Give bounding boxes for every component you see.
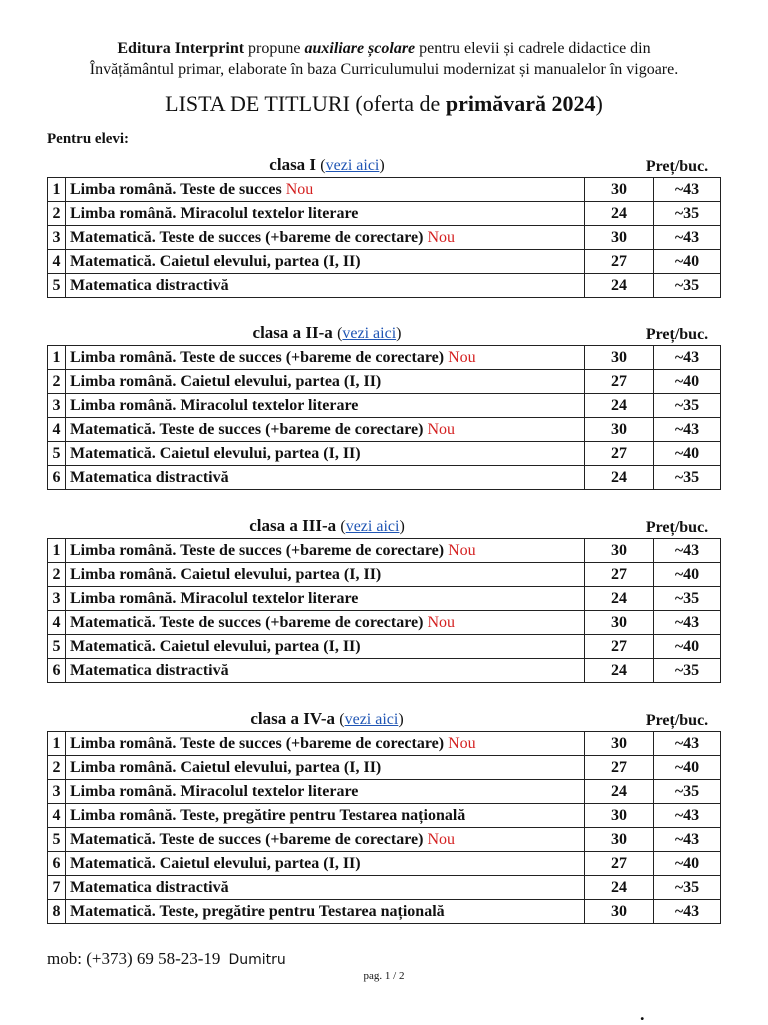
price-approx: ~35 xyxy=(654,876,721,900)
price-lei: 24 xyxy=(585,274,654,298)
price-lei: 30 xyxy=(585,804,654,828)
price-approx: ~40 xyxy=(654,852,721,876)
price-lei: 30 xyxy=(585,539,654,563)
title-cell xyxy=(66,611,585,635)
table-row xyxy=(48,346,721,370)
new-badge: Nou xyxy=(427,830,455,848)
table-row xyxy=(48,563,721,587)
price-approx: ~40 xyxy=(654,442,721,466)
price-lei: 24 xyxy=(585,659,654,683)
table-row xyxy=(48,876,721,900)
new-badge: Nou xyxy=(448,348,476,366)
paren: ) xyxy=(398,711,404,728)
book-title: Matematică. Caietul elevului, partea (I, II) xyxy=(70,637,361,655)
price-lei: 27 xyxy=(585,852,654,876)
price-approx: ~40 xyxy=(654,250,721,274)
book-title: Limba română. Miracolul textelor literare xyxy=(70,589,359,607)
class-section xyxy=(47,709,721,924)
view-link[interactable]: vezi aici xyxy=(344,711,399,728)
book-title: Matematică. Teste de succes (+bareme de corectare) xyxy=(70,420,424,438)
table-row xyxy=(48,202,721,226)
book-title: Matematică. Caietul elevului, partea (I, II) xyxy=(70,854,361,872)
table-row xyxy=(48,394,721,418)
row-number: 2 xyxy=(48,756,66,780)
row-number: 7 xyxy=(48,876,66,900)
table-row xyxy=(48,804,721,828)
row-number: 5 xyxy=(48,828,66,852)
row-number: 4 xyxy=(48,611,66,635)
paren: ( xyxy=(337,325,343,342)
table-row xyxy=(48,442,721,466)
contact-phone: mob: (+373) 69 58-23-19 xyxy=(47,949,221,968)
table-row xyxy=(48,828,721,852)
price-lei: 30 xyxy=(585,611,654,635)
book-title: Limba română. Teste de succes (+bareme de corectare) xyxy=(70,541,445,559)
price-approx: ~40 xyxy=(654,756,721,780)
price-lei: 27 xyxy=(585,442,654,466)
table-row xyxy=(48,226,721,250)
intro-fragment: propune xyxy=(244,40,305,57)
book-title: Matematică. Teste de succes (+bareme de corectare) xyxy=(70,613,424,631)
price-lei: 30 xyxy=(585,346,654,370)
class-name: clasa a IV-a xyxy=(250,709,336,728)
table-row xyxy=(48,466,721,490)
book-title: Matematica distractivă xyxy=(70,661,229,679)
book-title: Limba română. Teste, pregătire pentru Testarea națională xyxy=(70,806,466,824)
class-title xyxy=(47,155,607,175)
price-lei: 27 xyxy=(585,370,654,394)
row-number: 2 xyxy=(48,370,66,394)
corner-mark: . xyxy=(640,1004,645,1024)
book-title: Matematică. Teste, pregătire pentru Testarea națională xyxy=(70,902,445,920)
title-cell xyxy=(66,876,585,900)
view-link[interactable]: vezi aici xyxy=(325,157,380,174)
title-cell xyxy=(66,852,585,876)
row-number: 5 xyxy=(48,442,66,466)
row-number: 1 xyxy=(48,539,66,563)
titles-table xyxy=(47,177,721,298)
book-title: Matematică. Caietul elevului, partea (I, II) xyxy=(70,252,361,270)
class-name: clasa I xyxy=(269,155,317,174)
price-lei: 24 xyxy=(585,587,654,611)
price-header: Preț/buc. xyxy=(645,326,709,343)
price-approx: ~43 xyxy=(654,346,721,370)
row-number: 2 xyxy=(48,202,66,226)
price-lei: 27 xyxy=(585,563,654,587)
row-number: 6 xyxy=(48,466,66,490)
book-title: Matematica distractivă xyxy=(70,878,229,896)
table-row xyxy=(48,611,721,635)
row-number: 5 xyxy=(48,274,66,298)
row-number: 4 xyxy=(48,250,66,274)
book-title: Limba română. Teste de succes (+bareme de corectare) xyxy=(70,734,445,752)
class-title xyxy=(47,709,607,729)
table-row xyxy=(48,539,721,563)
table-row xyxy=(48,780,721,804)
price-header: Preț/buc. xyxy=(645,712,709,729)
paren: ( xyxy=(339,711,345,728)
price-lei: 27 xyxy=(585,756,654,780)
book-title: Limba română. Teste de succes (+bareme de corectare) xyxy=(70,348,445,366)
new-badge: Nou xyxy=(448,734,476,752)
audience-heading: Pentru elevi: xyxy=(47,131,130,147)
book-title: Limba română. Caietul elevului, partea (I, II) xyxy=(70,758,382,776)
title-cell xyxy=(66,274,585,298)
view-link[interactable]: vezi aici xyxy=(345,518,400,535)
title-cell xyxy=(66,804,585,828)
titles-table xyxy=(47,345,721,490)
paren: ( xyxy=(320,157,326,174)
price-header: Preț/buc. xyxy=(645,158,709,175)
title-season: primăvară 2024 xyxy=(445,91,596,116)
title-cell xyxy=(66,202,585,226)
title-cell xyxy=(66,370,585,394)
publisher-name: Editura Interprint xyxy=(117,40,245,57)
book-title: Matematică. Caietul elevului, partea (I, II) xyxy=(70,444,361,462)
row-number: 8 xyxy=(48,900,66,924)
title-cell xyxy=(66,178,585,202)
price-approx: ~35 xyxy=(654,659,721,683)
price-lei: 30 xyxy=(585,226,654,250)
title-cell xyxy=(66,250,585,274)
row-number: 2 xyxy=(48,563,66,587)
row-number: 6 xyxy=(48,852,66,876)
title-cell xyxy=(66,418,585,442)
price-approx: ~40 xyxy=(654,635,721,659)
intro-text xyxy=(0,38,768,80)
class-header xyxy=(47,516,721,538)
class-name: clasa a III-a xyxy=(249,516,337,535)
table-row xyxy=(48,370,721,394)
price-approx: ~40 xyxy=(654,370,721,394)
row-number: 5 xyxy=(48,635,66,659)
title-end: ) xyxy=(595,91,603,116)
price-approx: ~35 xyxy=(654,466,721,490)
title-cell xyxy=(66,635,585,659)
intro-line-2: Învățământul primar, elaborate în baza Curriculumului modernizat și manualelor în vigoare. xyxy=(89,61,679,78)
table-row xyxy=(48,732,721,756)
intro-highlight: auxiliare școlare xyxy=(304,40,416,57)
price-approx: ~43 xyxy=(654,226,721,250)
new-badge: Nou xyxy=(427,420,455,438)
table-row xyxy=(48,178,721,202)
price-lei: 27 xyxy=(585,250,654,274)
book-title: Limba română. Caietul elevului, partea (I, II) xyxy=(70,565,382,583)
class-section xyxy=(47,323,721,490)
book-title: Matematica distractivă xyxy=(70,276,229,294)
table-row xyxy=(48,635,721,659)
class-section xyxy=(47,516,721,683)
page-title xyxy=(0,90,768,118)
title-cell xyxy=(66,442,585,466)
title-cell xyxy=(66,756,585,780)
price-lei: 24 xyxy=(585,466,654,490)
paren: ) xyxy=(396,325,402,342)
title-cell xyxy=(66,780,585,804)
new-badge: Nou xyxy=(427,228,455,246)
row-number: 4 xyxy=(48,804,66,828)
row-number: 3 xyxy=(48,226,66,250)
view-link[interactable]: vezi aici xyxy=(342,325,397,342)
titles-table xyxy=(47,731,721,924)
row-number: 1 xyxy=(48,178,66,202)
price-approx: ~35 xyxy=(654,202,721,226)
table-row xyxy=(48,418,721,442)
title-cell xyxy=(66,900,585,924)
intro-line-1 xyxy=(0,38,768,59)
class-name: clasa a II-a xyxy=(252,323,333,342)
title-cell xyxy=(66,346,585,370)
price-lei: 24 xyxy=(585,876,654,900)
title-cell xyxy=(66,394,585,418)
price-approx: ~43 xyxy=(654,804,721,828)
price-lei: 30 xyxy=(585,828,654,852)
price-approx: ~43 xyxy=(654,611,721,635)
title-cell xyxy=(66,563,585,587)
row-number: 3 xyxy=(48,394,66,418)
price-lei: 24 xyxy=(585,780,654,804)
price-lei: 24 xyxy=(585,202,654,226)
contact-name: Dumitru xyxy=(228,952,286,968)
row-number: 4 xyxy=(48,418,66,442)
title-cell xyxy=(66,539,585,563)
price-approx: ~43 xyxy=(654,539,721,563)
price-approx: ~43 xyxy=(654,828,721,852)
title-cell xyxy=(66,732,585,756)
class-section xyxy=(47,155,721,298)
book-title: Matematică. Teste de succes (+bareme de corectare) xyxy=(70,228,424,246)
book-title: Limba română. Miracolul textelor literare xyxy=(70,396,359,414)
price-approx: ~35 xyxy=(654,394,721,418)
row-number: 3 xyxy=(48,587,66,611)
price-lei: 27 xyxy=(585,635,654,659)
class-header xyxy=(47,323,721,345)
page-number: pag. 1 / 2 xyxy=(363,970,405,982)
title-cell xyxy=(66,659,585,683)
class-title xyxy=(47,516,607,536)
price-lei: 30 xyxy=(585,900,654,924)
title-cell xyxy=(66,587,585,611)
new-badge: Nou xyxy=(427,613,455,631)
price-lei: 24 xyxy=(585,394,654,418)
book-title: Limba română. Teste de succes xyxy=(70,180,282,198)
paren: ( xyxy=(340,518,346,535)
book-title: Limba română. Miracolul textelor literare xyxy=(70,204,359,222)
table-row xyxy=(48,274,721,298)
price-approx: ~43 xyxy=(654,900,721,924)
book-title: Limba română. Miracolul textelor literare xyxy=(70,782,359,800)
price-approx: ~35 xyxy=(654,780,721,804)
price-approx: ~35 xyxy=(654,587,721,611)
table-row xyxy=(48,900,721,924)
price-lei: 30 xyxy=(585,418,654,442)
paren: ) xyxy=(399,518,405,535)
price-approx: ~35 xyxy=(654,274,721,298)
new-badge: Nou xyxy=(448,541,476,559)
row-number: 6 xyxy=(48,659,66,683)
contact-info xyxy=(47,949,286,969)
table-row xyxy=(48,659,721,683)
class-header xyxy=(47,709,721,731)
price-lei: 30 xyxy=(585,178,654,202)
table-row xyxy=(48,587,721,611)
table-row xyxy=(48,250,721,274)
class-header xyxy=(47,155,721,177)
new-badge: Nou xyxy=(285,180,314,198)
price-lei: 30 xyxy=(585,732,654,756)
title-text: LISTA DE TITLURI (oferta de xyxy=(165,91,446,116)
book-title: Limba română. Caietul elevului, partea (I, II) xyxy=(70,372,382,390)
price-approx: ~43 xyxy=(654,732,721,756)
table-row xyxy=(48,852,721,876)
row-number: 1 xyxy=(48,346,66,370)
title-cell xyxy=(66,226,585,250)
book-title: Matematică. Teste de succes (+bareme de corectare) xyxy=(70,830,424,848)
price-header: Preț/buc. xyxy=(645,519,709,536)
book-title: Matematica distractivă xyxy=(70,468,229,486)
row-number: 1 xyxy=(48,732,66,756)
titles-table xyxy=(47,538,721,683)
price-approx: ~40 xyxy=(654,563,721,587)
paren: ) xyxy=(379,157,385,174)
title-cell xyxy=(66,466,585,490)
table-row xyxy=(48,756,721,780)
price-approx: ~43 xyxy=(654,418,721,442)
row-number: 3 xyxy=(48,780,66,804)
title-cell xyxy=(66,828,585,852)
intro-fragment: pentru elevii și cadrele didactice din xyxy=(415,40,651,57)
price-approx: ~43 xyxy=(654,178,721,202)
class-title xyxy=(47,323,607,343)
